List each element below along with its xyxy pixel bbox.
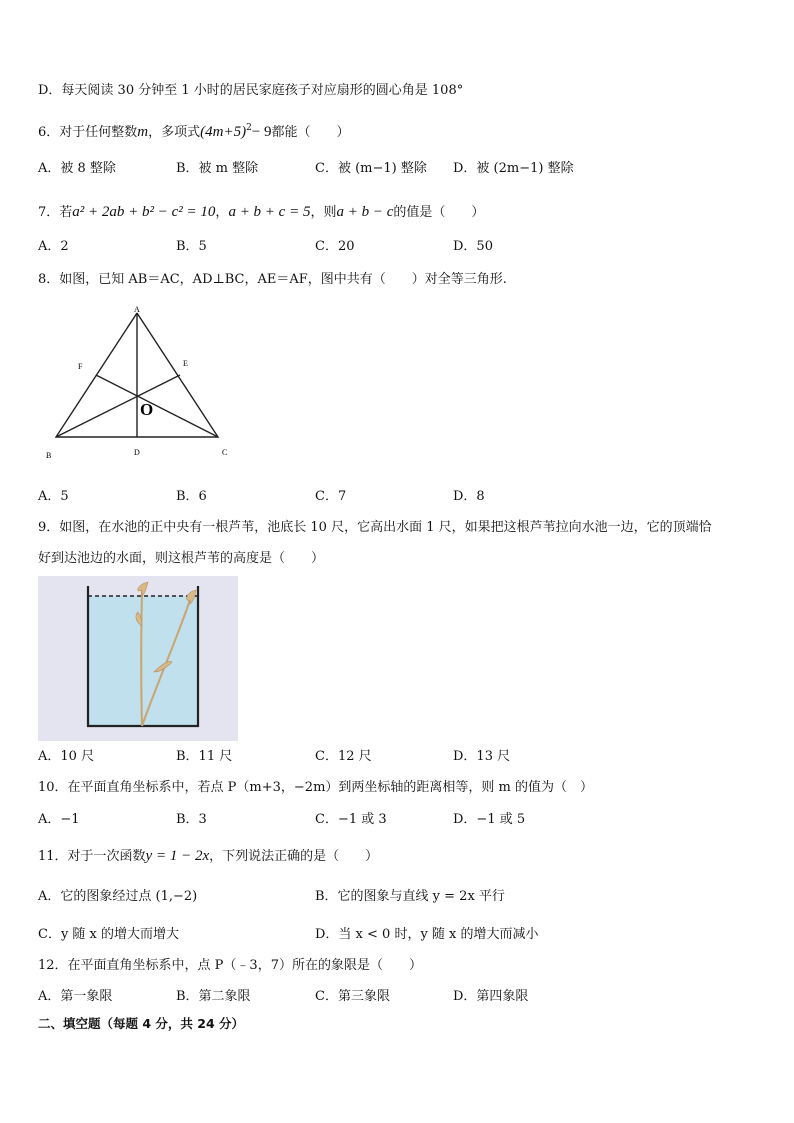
q9-stem-line1: 9．如图，在水池的正中央有一根芦苇，池底长 10 尺，它高出水面 1 尺，如果把这根芦苇拉向水池一边，它的顶端恰: [38, 520, 712, 535]
q7-option-c: C．20: [315, 239, 355, 254]
q12-option-a: A．第一象限: [38, 989, 113, 1004]
q12-option-d: D．第四象限: [453, 989, 529, 1004]
q5-option-d: D．每天阅读 30 分钟至 1 小时的居民家庭孩子对应扇形的圆心角是 108°: [38, 83, 464, 98]
label-f: F: [78, 362, 83, 371]
q9-option-c: C．12 尺: [315, 749, 372, 764]
q11-option-a: A．它的图象经过点 (1,−2): [38, 889, 198, 904]
q12-stem: 12．在平面直角坐标系中，点 P（﹣3，7）所在的象限是（ ）: [38, 958, 422, 973]
label-o: O: [140, 400, 154, 419]
label-b: B: [46, 451, 52, 460]
q7-expression: a + b − c: [336, 204, 394, 220]
q8-triangle-figure: [40, 302, 240, 464]
q10-option-c: C．−1 或 3: [315, 812, 387, 827]
q12-option-c: C．第三象限: [315, 989, 390, 1004]
label-d: D: [134, 448, 140, 457]
q7-stem: 7．若a² + 2ab + b² − c² = 10，a + b + c = 5，则a + b − c的值是（ ）: [38, 204, 485, 220]
label-c: C: [222, 448, 228, 457]
reed-vertical: [141, 590, 142, 726]
q10-option-d: D．−1 或 5: [453, 812, 526, 827]
segment-fc: [96, 375, 218, 437]
label-a: A: [134, 305, 140, 314]
q9-option-d: D．13 尺: [453, 749, 511, 764]
q6-option-c: C．被 (m−1) 整除: [315, 161, 427, 176]
q7-option-a: A．2: [38, 239, 69, 254]
label-e: E: [183, 359, 188, 368]
q7-equation-2: a + b + c = 5: [228, 204, 311, 220]
pond-water: [88, 596, 198, 726]
q12-option-b: B．第二象限: [176, 989, 251, 1004]
q8-option-a: A．5: [38, 489, 69, 504]
q8-option-d: D．8: [453, 489, 485, 504]
q9-option-a: A．10 尺: [38, 749, 95, 764]
q7-option-b: B．5: [176, 239, 207, 254]
q11-stem: 11．对于一次函数y = 1 − 2x，下列说法正确的是（ ）: [38, 848, 379, 864]
q11-function: y = 1 − 2x: [145, 848, 210, 864]
q8-option-b: B．6: [176, 489, 207, 504]
q9-stem-line2: 好到达池边的水面，则这根芦苇的高度是（ ）: [38, 551, 325, 566]
q10-stem: 10．在平面直角坐标系中，若点 P（m+3，−2m）到两坐标轴的距离相等，则 m 的值为（ ）: [38, 780, 593, 795]
section-2-title: 二、填空题（每题 4 分，共 24 分）: [38, 1016, 245, 1031]
q11-option-b: B．它的图象与直线 y = 2x 平行: [315, 889, 505, 904]
q6-option-b: B．被 m 整除: [176, 161, 259, 176]
q11-option-d: D．当 x < 0 时，y 随 x 的增大而减小: [315, 927, 539, 942]
q11-option-c: C．y 随 x 的增大而增大: [38, 927, 180, 942]
q6-option-a: A．被 8 整除: [38, 161, 116, 176]
q7-option-d: D．50: [453, 239, 493, 254]
q6-stem: 6．对于任何整数m，多项式$(4m+5)^2- 9$都能（ ）: [38, 123, 350, 140]
q9-pond-figure: [38, 576, 238, 741]
q8-option-c: C．7: [315, 489, 347, 504]
q6-option-d: D．被 (2m−1) 整除: [453, 161, 574, 176]
q7-equation-1: a² + 2ab + b² − c² = 10: [72, 204, 216, 220]
q8-stem: 8．如图，已知 AB＝AC，AD⊥BC，AE＝AF，图中共有（ ）对全等三角形.: [38, 272, 507, 287]
segment-eb: [56, 375, 180, 437]
q6-polynomial: (4m+5): [200, 124, 247, 140]
q10-option-a: A．−1: [38, 812, 80, 827]
q10-option-b: B．3: [176, 812, 207, 827]
q9-option-b: B．11 尺: [176, 749, 233, 764]
